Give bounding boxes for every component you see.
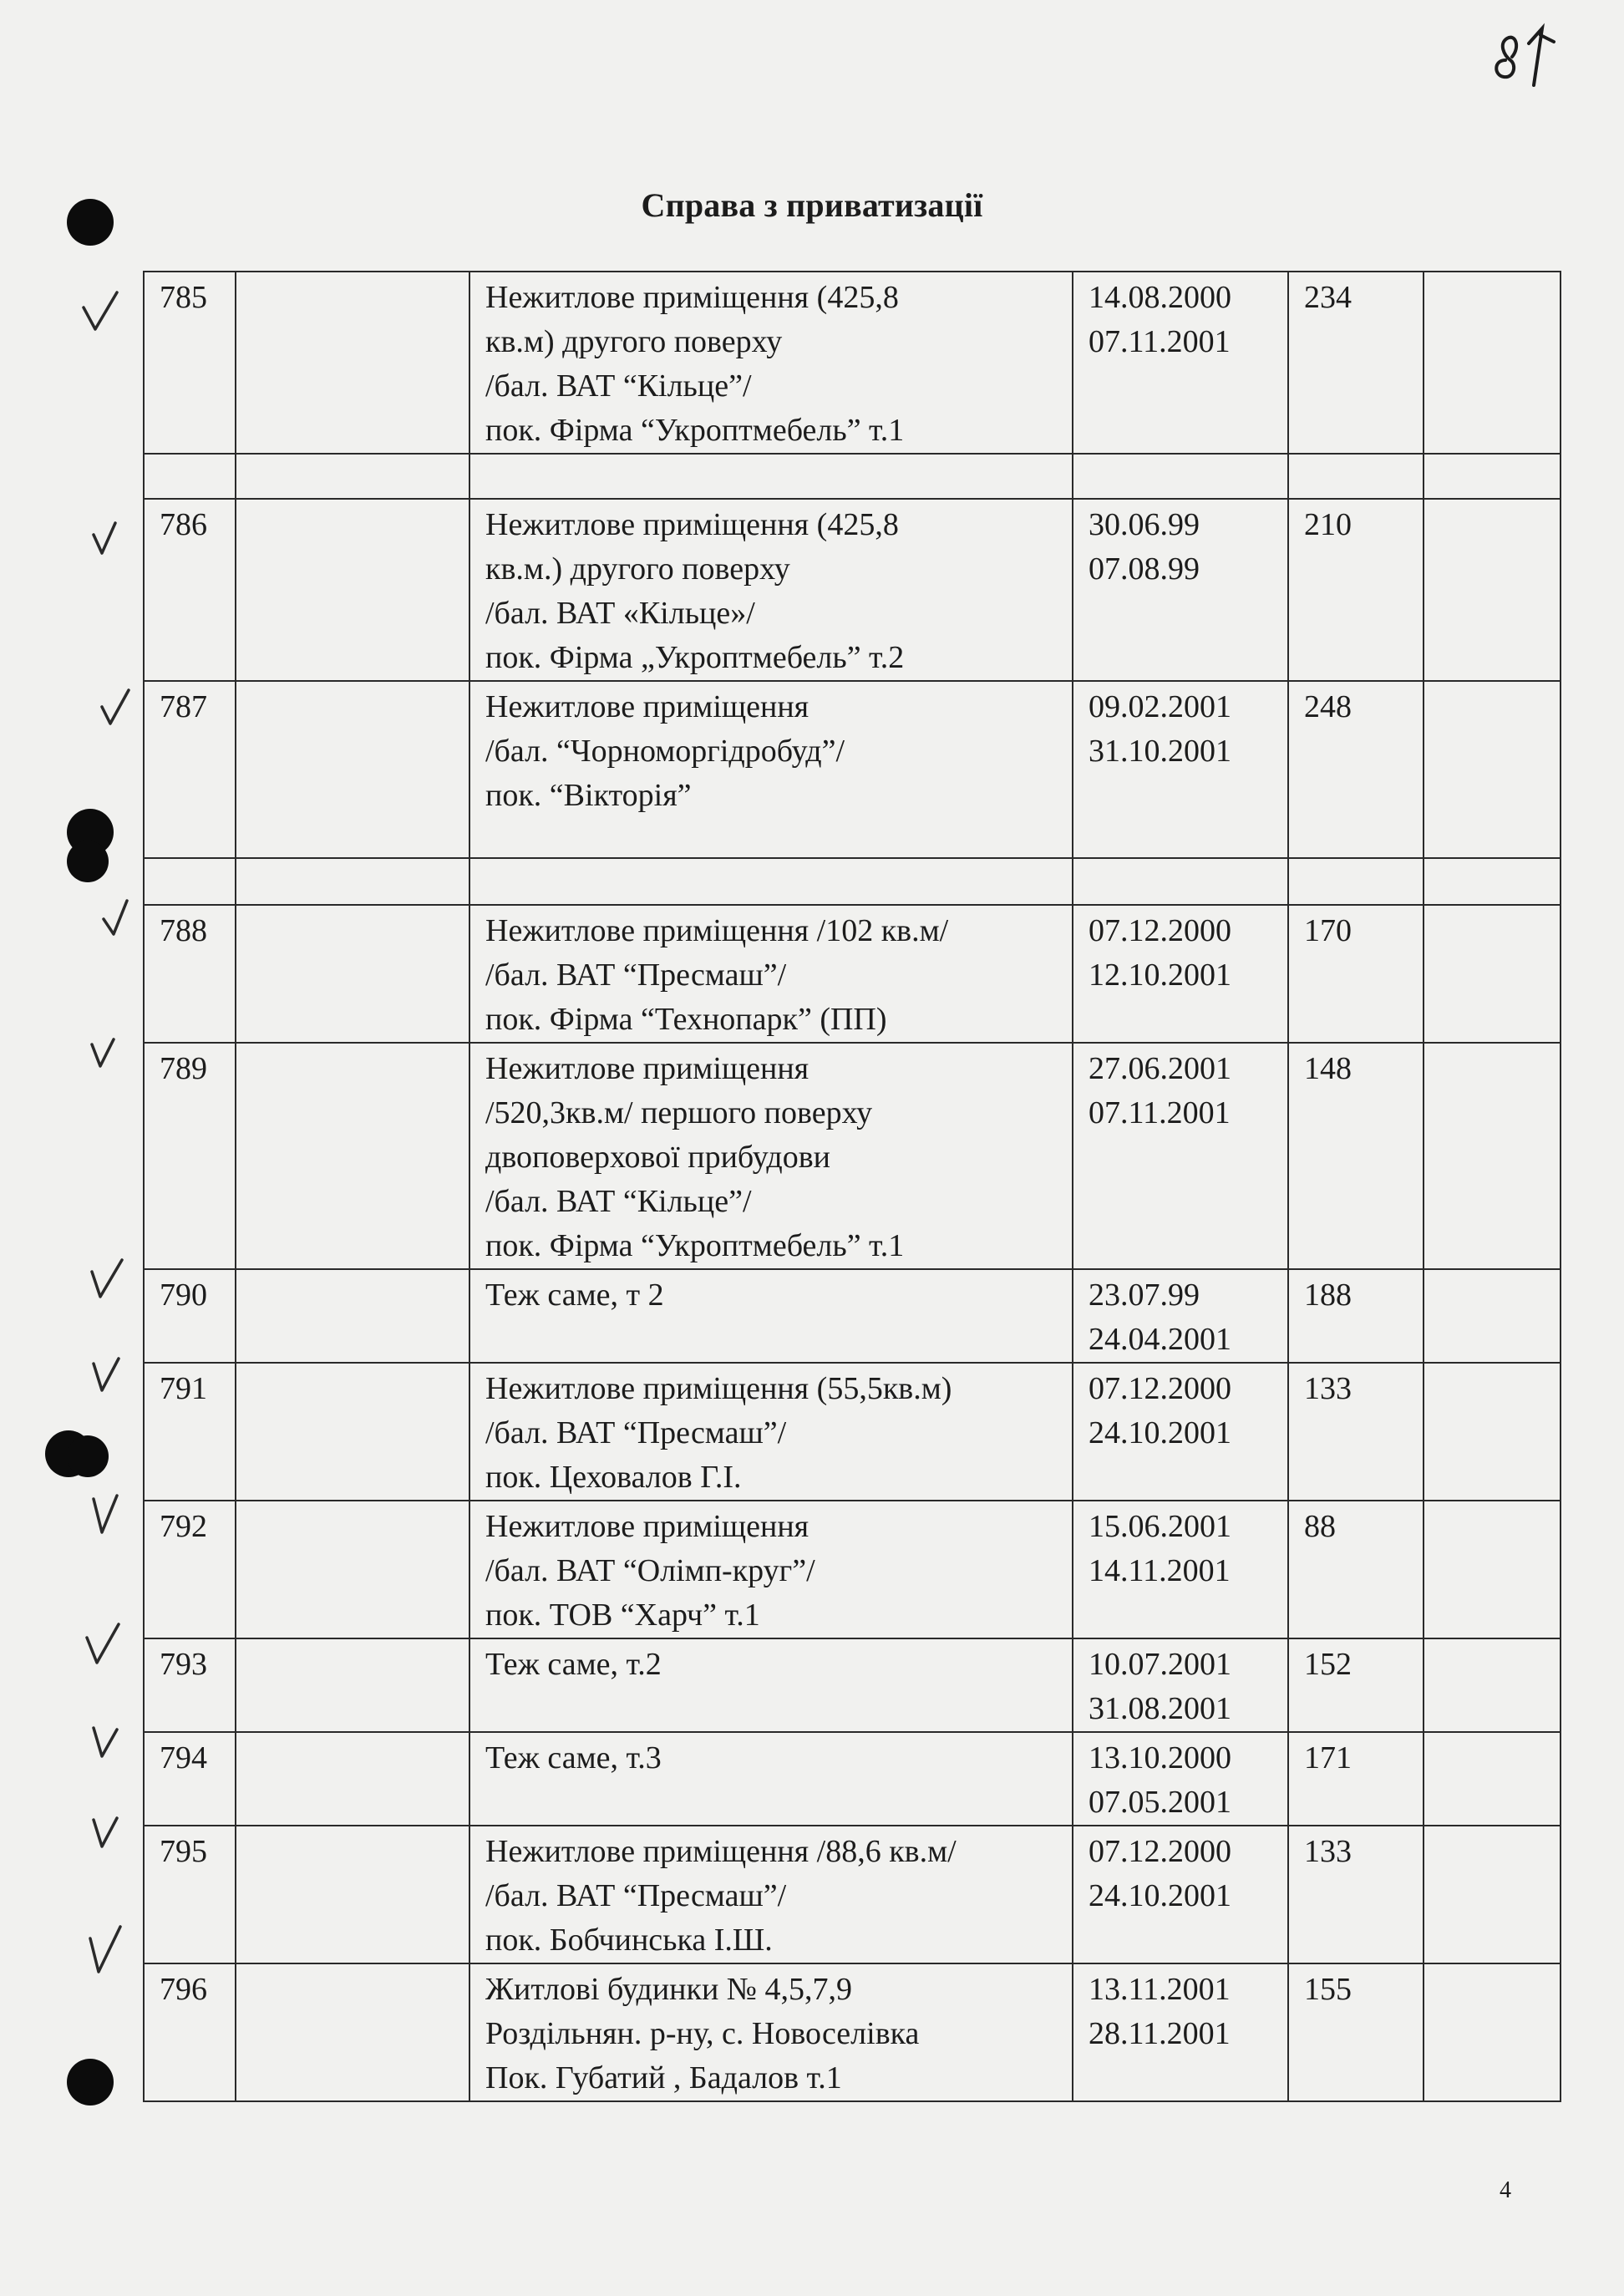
- start-date: 13.10.2000: [1089, 1740, 1231, 1775]
- record-number: 796: [160, 1972, 207, 2007]
- start-date: 13.11.2001: [1089, 1972, 1231, 2007]
- object-description-cell: [469, 1269, 1073, 1363]
- page-count-cell: [1288, 858, 1424, 905]
- dates-cell: [1073, 1732, 1288, 1826]
- notes-cell: [1424, 1963, 1561, 2101]
- blank-cell: [236, 1501, 469, 1638]
- notes-cell: [1424, 905, 1561, 1043]
- description-line: Нежитлове приміщення (55,5кв.м): [485, 1371, 952, 1406]
- end-date: 07.11.2001: [1089, 324, 1231, 359]
- start-date: 07.12.2000: [1089, 1834, 1231, 1869]
- record-number-cell: [144, 1826, 236, 1963]
- record-number: 795: [160, 1834, 207, 1869]
- spacer-row: [144, 454, 1561, 499]
- dates-cell: [1073, 499, 1288, 681]
- page-count: 133: [1304, 1834, 1352, 1869]
- end-date: 24.10.2001: [1089, 1878, 1231, 1913]
- record-number-cell: [144, 681, 236, 858]
- object-description-cell: [469, 1963, 1073, 2101]
- handwritten-page-mark: [1482, 17, 1566, 92]
- record-number-cell: [144, 905, 236, 1043]
- description-line: Теж саме, т.3: [485, 1740, 662, 1775]
- description-line: пок. Бобчинська І.Ш.: [485, 1923, 773, 1958]
- end-date: 07.08.99: [1089, 551, 1200, 587]
- record-number-cell: [144, 1043, 236, 1269]
- object-description-cell: [469, 454, 1073, 499]
- blank-cell: [236, 1363, 469, 1501]
- blank-cell: [236, 1043, 469, 1269]
- dates-cell: [1073, 681, 1288, 858]
- page-count: 88: [1304, 1509, 1336, 1544]
- page-count-cell: [1288, 499, 1424, 681]
- record-number: 787: [160, 689, 207, 724]
- dates-cell: [1073, 1638, 1288, 1732]
- page-count: 248: [1304, 689, 1352, 724]
- description-line: пок. Фірма “Технопарк” (ПП): [485, 1002, 887, 1037]
- object-description-cell: [469, 905, 1073, 1043]
- object-description-cell: [469, 858, 1073, 905]
- object-description-cell: [469, 1826, 1073, 1963]
- dates-cell: [1073, 905, 1288, 1043]
- page-count-cell: [1288, 1732, 1424, 1826]
- table-row: [144, 1501, 1561, 1638]
- description-line: Нежитлове приміщення /88,6 кв.м/: [485, 1834, 957, 1869]
- dates-cell: [1073, 1043, 1288, 1269]
- record-number-cell: [144, 454, 236, 499]
- record-number-cell: [144, 1363, 236, 1501]
- description-line: Нежитлове приміщення: [485, 1051, 809, 1086]
- page-count-cell: [1288, 1638, 1424, 1732]
- table-row: [144, 272, 1561, 454]
- object-description-cell: [469, 1732, 1073, 1826]
- page-count: 155: [1304, 1972, 1352, 2007]
- notes-cell: [1424, 1826, 1561, 1963]
- dates-cell: [1073, 1363, 1288, 1501]
- notes-cell: [1424, 1363, 1561, 1501]
- notes-cell: [1424, 1501, 1561, 1638]
- dates-cell: [1073, 1826, 1288, 1963]
- object-description-cell: [469, 499, 1073, 681]
- description-line: Нежитлове приміщення: [485, 689, 809, 724]
- object-description-cell: [469, 1638, 1073, 1732]
- description-line: Теж саме, т.2: [485, 1647, 662, 1682]
- dates-cell: [1073, 858, 1288, 905]
- start-date: 09.02.2001: [1089, 689, 1231, 724]
- table-row: [144, 1963, 1561, 2101]
- handwritten-checkmarks: [0, 0, 167, 2296]
- record-number: 790: [160, 1278, 207, 1313]
- object-description-cell: [469, 681, 1073, 858]
- record-number: 793: [160, 1647, 207, 1682]
- description-line: /520,3кв.м/ першого поверху: [485, 1095, 873, 1130]
- record-number-cell: [144, 1638, 236, 1732]
- page-number: 4: [1500, 2177, 1511, 2203]
- table-row: [144, 1043, 1561, 1269]
- notes-cell: [1424, 681, 1561, 858]
- page-count-cell: [1288, 681, 1424, 858]
- record-number: 792: [160, 1509, 207, 1544]
- page-count-cell: [1288, 1269, 1424, 1363]
- notes-cell: [1424, 1732, 1561, 1826]
- description-line: /бал. ВАТ “Кільце”/: [485, 1184, 752, 1219]
- page-count-cell: [1288, 905, 1424, 1043]
- table-row: [144, 681, 1561, 858]
- description-line: пок. Фірма “Укроптмебель” т.1: [485, 1228, 905, 1263]
- table-row: [144, 1826, 1561, 1963]
- end-date: 31.10.2001: [1089, 734, 1231, 769]
- end-date: 07.05.2001: [1089, 1785, 1231, 1820]
- description-line: /бал. ВАТ “Пресмаш”/: [485, 1415, 787, 1450]
- record-number: 794: [160, 1740, 207, 1775]
- description-line: Нежитлове приміщення /102 кв.м/: [485, 913, 949, 948]
- page-count: 133: [1304, 1371, 1352, 1406]
- dates-cell: [1073, 1501, 1288, 1638]
- blank-cell: [236, 1826, 469, 1963]
- description-line: /бал. ВАТ “Кільце”/: [485, 368, 752, 404]
- notes-cell: [1424, 1638, 1561, 1732]
- description-line: Нежитлове приміщення: [485, 1509, 809, 1544]
- record-number: 785: [160, 280, 207, 315]
- start-date: 30.06.99: [1089, 507, 1200, 542]
- notes-cell: [1424, 454, 1561, 499]
- end-date: 31.08.2001: [1089, 1691, 1231, 1726]
- page-count: 148: [1304, 1051, 1352, 1086]
- table-row: [144, 1269, 1561, 1363]
- start-date: 23.07.99: [1089, 1278, 1200, 1313]
- table-row: [144, 499, 1561, 681]
- record-number-cell: [144, 858, 236, 905]
- notes-cell: [1424, 1043, 1561, 1269]
- dates-cell: [1073, 454, 1288, 499]
- description-line: /бал. ВАТ “Олімп-круг”/: [485, 1553, 815, 1588]
- blank-cell: [236, 499, 469, 681]
- page-count: 210: [1304, 507, 1352, 542]
- page-count-cell: [1288, 1043, 1424, 1269]
- blank-cell: [236, 454, 469, 499]
- description-line: Нежитлове приміщення (425,8: [485, 280, 899, 315]
- object-description-cell: [469, 1043, 1073, 1269]
- blank-cell: [236, 272, 469, 454]
- page-count-cell: [1288, 1963, 1424, 2101]
- page-count: 170: [1304, 913, 1352, 948]
- blank-cell: [236, 1963, 469, 2101]
- start-date: 27.06.2001: [1089, 1051, 1231, 1086]
- description-line: /бал. ВАТ “Пресмаш”/: [485, 958, 787, 993]
- table-row: [144, 905, 1561, 1043]
- end-date: 12.10.2001: [1089, 958, 1231, 993]
- blank-cell: [236, 1269, 469, 1363]
- object-description-cell: [469, 272, 1073, 454]
- description-line: пок. Цеховалов Г.І.: [485, 1460, 742, 1495]
- table-row: [144, 1638, 1561, 1732]
- end-date: 28.11.2001: [1089, 2016, 1231, 2051]
- end-date: 07.11.2001: [1089, 1095, 1231, 1130]
- start-date: 10.07.2001: [1089, 1647, 1231, 1682]
- object-description-cell: [469, 1363, 1073, 1501]
- notes-cell: [1424, 1269, 1561, 1363]
- blank-cell: [236, 1638, 469, 1732]
- page-count-cell: [1288, 1501, 1424, 1638]
- description-line: пок. “Вікторія”: [485, 778, 692, 813]
- table-row: [144, 1363, 1561, 1501]
- record-number: 786: [160, 507, 207, 542]
- record-number-cell: [144, 1963, 236, 2101]
- description-line: Теж саме, т 2: [485, 1278, 664, 1313]
- blank-cell: [236, 905, 469, 1043]
- description-line: Роздільнян. р-ну, с. Новоселівка: [485, 2016, 920, 2051]
- page-count: 171: [1304, 1740, 1352, 1775]
- page-count-cell: [1288, 1363, 1424, 1501]
- page-count-cell: [1288, 454, 1424, 499]
- description-line: пок. Фірма „Укроптмебель” т.2: [485, 640, 905, 675]
- record-number: 791: [160, 1371, 207, 1406]
- description-line: /бал. ВАТ “Пресмаш”/: [485, 1878, 787, 1913]
- description-line: пок. Фірма “Укроптмебель” т.1: [485, 413, 905, 448]
- page-count: 234: [1304, 280, 1352, 315]
- page-count: 152: [1304, 1647, 1352, 1682]
- record-number: 789: [160, 1051, 207, 1086]
- notes-cell: [1424, 272, 1561, 454]
- record-number-cell: [144, 1732, 236, 1826]
- table-row: [144, 1732, 1561, 1826]
- description-line: Житлові будинки № 4,5,7,9: [485, 1972, 853, 2007]
- description-line: пок. ТОВ “Харч” т.1: [485, 1598, 760, 1633]
- description-line: Нежитлове приміщення (425,8: [485, 507, 899, 542]
- end-date: 24.10.2001: [1089, 1415, 1231, 1450]
- dates-cell: [1073, 1269, 1288, 1363]
- description-line: /бал. ВАТ «Кільце»/: [485, 596, 755, 631]
- start-date: 07.12.2000: [1089, 1371, 1231, 1406]
- dates-cell: [1073, 1963, 1288, 2101]
- notes-cell: [1424, 858, 1561, 905]
- table-body: [144, 272, 1561, 2101]
- description-line: кв.м.) другого поверху: [485, 551, 790, 587]
- description-line: кв.м) другого поверху: [485, 324, 783, 359]
- record-number-cell: [144, 272, 236, 454]
- spacer-row: [144, 858, 1561, 905]
- object-description-cell: [469, 1501, 1073, 1638]
- end-date: 14.11.2001: [1089, 1553, 1231, 1588]
- blank-cell: [236, 858, 469, 905]
- page-title: Справа з приватизації: [641, 186, 983, 224]
- blank-cell: [236, 1732, 469, 1826]
- start-date: 07.12.2000: [1089, 913, 1231, 948]
- record-number: 788: [160, 913, 207, 948]
- description-line: /бал. “Чорноморгідробуд”/: [485, 734, 845, 769]
- dates-cell: [1073, 272, 1288, 454]
- page-count-cell: [1288, 1826, 1424, 1963]
- description-line: двоповерхової прибудови: [485, 1140, 831, 1175]
- record-number-cell: [144, 1269, 236, 1363]
- record-number-cell: [144, 1501, 236, 1638]
- record-number-cell: [144, 499, 236, 681]
- privatization-table: [143, 271, 1561, 2102]
- start-date: 14.08.2000: [1089, 280, 1231, 315]
- description-line: Пок. Губатий , Бадалов т.1: [485, 2060, 842, 2095]
- blank-cell: [236, 681, 469, 858]
- page-count-cell: [1288, 272, 1424, 454]
- page-count: 188: [1304, 1278, 1352, 1313]
- notes-cell: [1424, 499, 1561, 681]
- start-date: 15.06.2001: [1089, 1509, 1231, 1544]
- end-date: 24.04.2001: [1089, 1322, 1231, 1357]
